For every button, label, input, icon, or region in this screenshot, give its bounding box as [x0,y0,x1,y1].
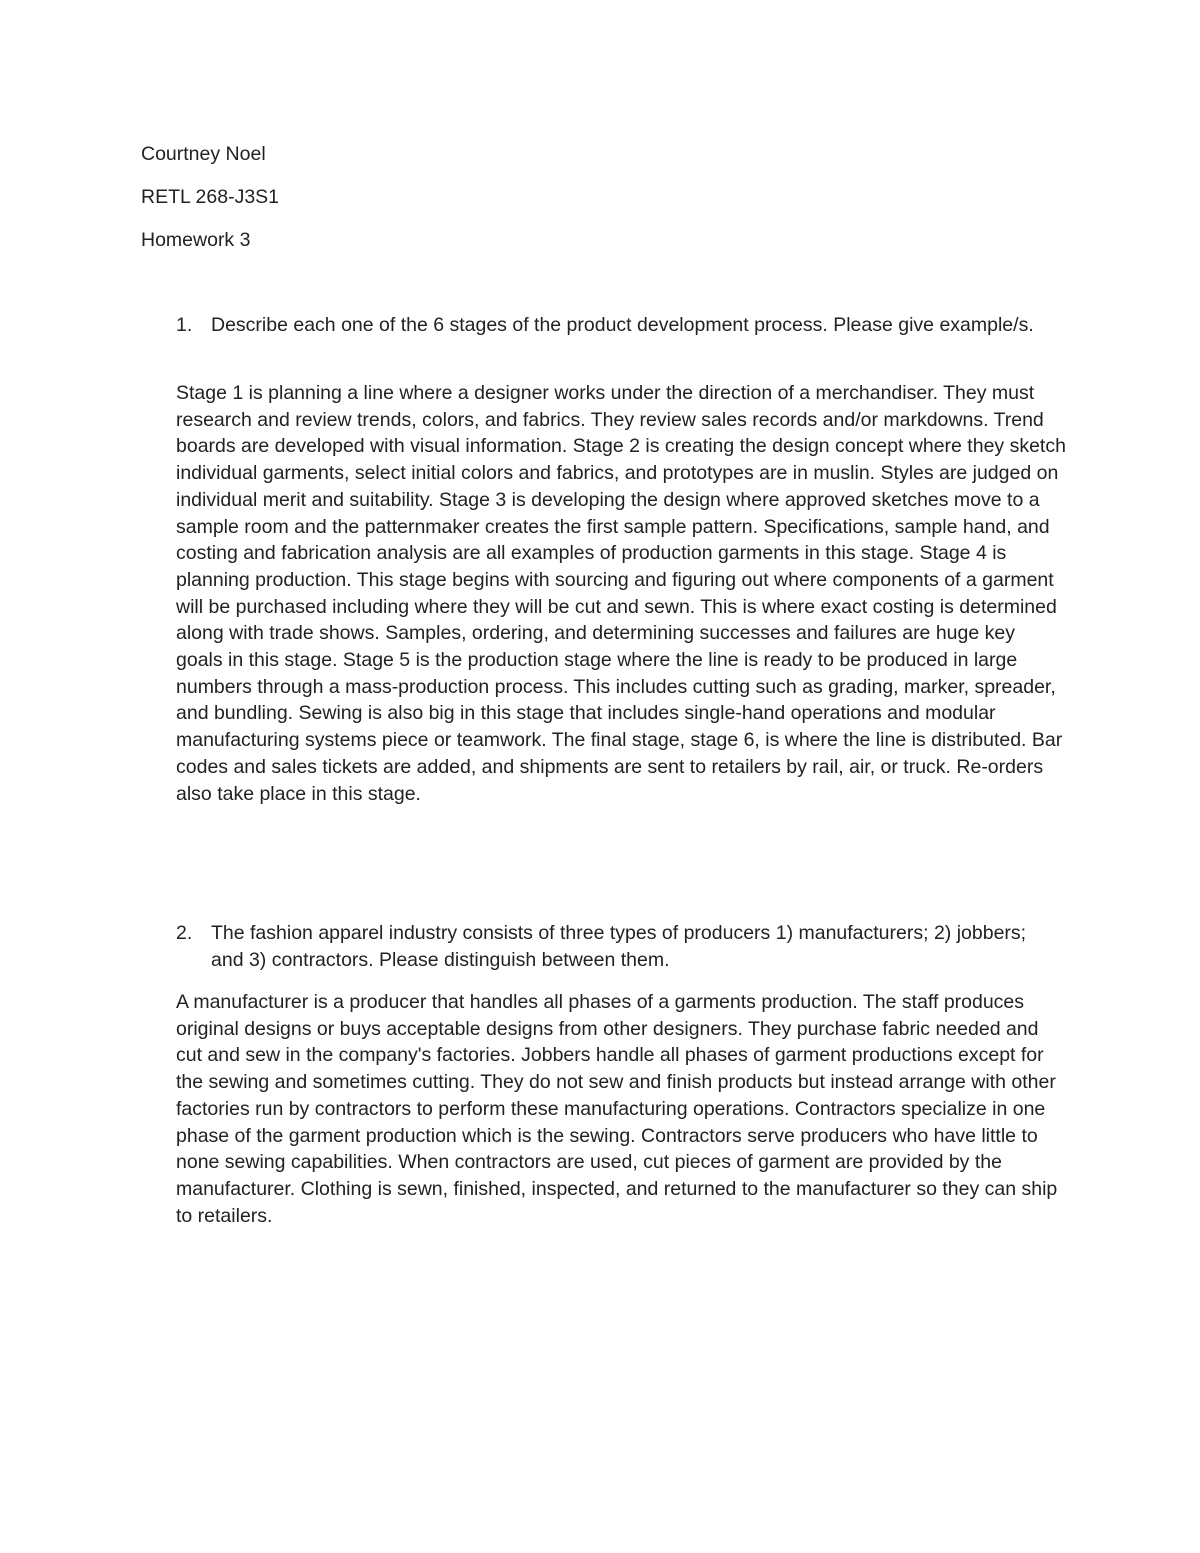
course-code: RETL 268-J3S1 [141,186,280,208]
author-name: Courtney Noel [141,143,266,165]
question-1 [176,312,1046,339]
answer-1: Stage 1 is planning a line where a designer works under the direction of a merchandiser. They must research and review trends, colors, and fabrics. They review sales records and/or markdowns. Trend boards are developed with visual information. Stage 2 is creating the design concept where they sketch individual garments, select initial colors and fabrics, and prototypes are in muslin. Styles are judged on individual merit and suitability. Stage 3 is developing the design where approved sketches move to a sample room and the patternmaker creates the first sample pattern. Specifications, sample hand, and costing and fabrication analysis are all examples of production garments in this stage. Stage 4 is planning production. This stage begins with sourcing and figuring out where components of a garment will be purchased including where they will be cut and sewn. This is where exact costing is determined along with trade shows. Samples, ordering, and determining successes and failures are huge key goals in this stage. Stage 5 is the production stage where the line is ready to be produced in large numbers through a mass-production process. This includes cutting such as grading, marker, spreader, and bundling. Sewing is also big in this stage that includes single-hand operations and modular manufacturing systems piece or teamwork. The final stage, stage 6, is where the line is distributed. Bar codes and sales tickets are added, and shipments are sent to retailers by rail, air, or truck. Re-orders also take place in this stage. [176,382,1066,805]
answer-2: A manufacturer is a producer that handles all phases of a garments production. The staff produces original designs or buys acceptable designs from other designers. They purchase fabric needed and cut and sew in the company's factories. Jobbers handle all phases of garment productions except for the sewing and sometimes cutting. They do not sew and finish products but instead arrange with other factories run by contractors to perform these manufacturing operations. Contractors specialize in one phase of the garment production which is the sewing. Contractors serve producers who have little to none sewing capabilities. When contractors are used, cut pieces of garment are provided by the manufacturer. Clothing is sewn, finished, inspected, and returned to the manufacturer so they can ship to retailers. [176,991,1058,1227]
assignment-title: Homework 3 [141,229,251,251]
question-2-prompt: The fashion apparel industry consists of three types of producers 1) manufacturers; 2) jobbers; and 3) contractors. Please distinguish between them. [211,922,1027,971]
question-2 [176,920,1046,973]
question-1-prompt: Describe each one of the 6 stages of the product development process. Please give example/s. [211,314,1034,336]
question-2-number: 2. [176,922,193,944]
question-1-number: 1. [176,314,193,336]
